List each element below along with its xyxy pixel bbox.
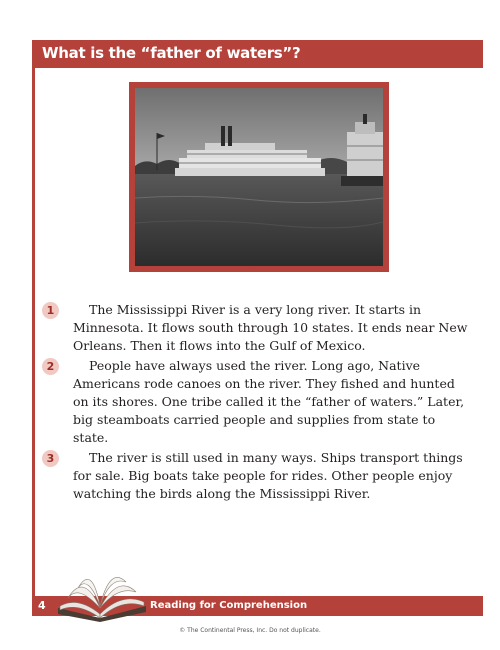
paragraph-number-badge: 2 <box>42 358 59 375</box>
paragraph-1: The Mississippi River is a very long river. It starts in Minnesota. It flows south through 10 states. It ends near New Orleans. Then it flows into the Gulf of Mexico. <box>73 302 468 353</box>
photo-frame <box>129 82 389 272</box>
paragraph-3: The river is still used in many ways. Ships transport things for sale. Big boats take people for rides. Other people enjoy watching the birds along the Mississippi River. <box>73 450 463 501</box>
page-title: What is the “father of waters”? <box>42 44 301 62</box>
footer-book-title: Reading for Comprehension <box>150 600 308 611</box>
left-margin-rule <box>32 66 35 606</box>
paragraph-2: People have always used the river. Long ago, Native Americans rode canoes on the river. They fished and hunted on its shores. One tribe called it the “father of waters.” Later, big steamboats carried people and supplies from state to state. <box>73 358 465 445</box>
steamboat-photo-icon <box>135 88 383 266</box>
paragraph-number-badge: 1 <box>42 302 59 319</box>
header-bar <box>32 40 483 68</box>
open-book-icon <box>54 562 150 622</box>
page-number: 4 <box>38 599 46 612</box>
paragraph-number-badge: 3 <box>42 450 59 467</box>
copyright-notice: © The Continental Press, Inc. Do not duplicate. <box>179 627 321 634</box>
